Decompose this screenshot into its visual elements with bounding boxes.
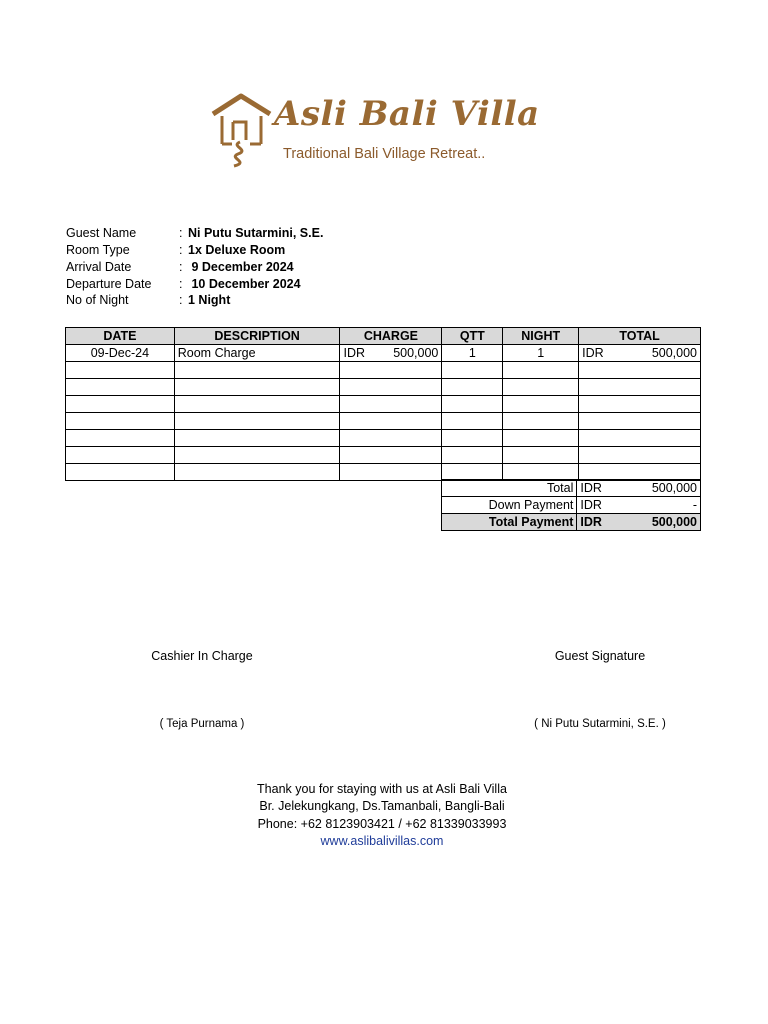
departure-date-value: 10 December 2024 bbox=[188, 277, 301, 291]
empty-cell bbox=[503, 447, 579, 464]
empty-cell bbox=[174, 396, 340, 413]
item-total bbox=[579, 345, 701, 362]
empty-cell bbox=[174, 464, 340, 481]
down-payment-label: Down Payment bbox=[442, 497, 577, 514]
empty-cell bbox=[579, 413, 701, 430]
total-payment-value: 500,000 bbox=[651, 515, 697, 529]
empty-cell bbox=[503, 430, 579, 447]
guest-signature-title: Guest Signature bbox=[554, 649, 646, 663]
thank-you-text: Thank you for staying with us at Asli Bali Villa bbox=[257, 782, 507, 796]
info-colon: : bbox=[179, 226, 183, 240]
empty-cell bbox=[340, 464, 442, 481]
address-text: Br. Jelekungkang, Ds.Tamanbali, Bangli-Bali bbox=[259, 799, 505, 814]
empty-table-row bbox=[66, 413, 701, 430]
down-payment-amount bbox=[577, 497, 701, 514]
charge-value: 500,000 bbox=[393, 346, 439, 360]
info-label: Guest Name bbox=[66, 226, 137, 240]
empty-cell bbox=[442, 430, 503, 447]
empty-cell bbox=[340, 379, 442, 396]
arrival-date-value: 9 December 2024 bbox=[188, 260, 294, 274]
empty-cell bbox=[340, 396, 442, 413]
summary-total-row bbox=[442, 480, 701, 497]
currency-label: IDR bbox=[582, 346, 604, 360]
empty-cell bbox=[174, 413, 340, 430]
column-header-qtt: QTT bbox=[442, 328, 503, 345]
phone-text: Phone: +62 8123903421 / +62 81339033993 bbox=[257, 816, 507, 831]
empty-table-row bbox=[66, 464, 701, 481]
empty-cell bbox=[66, 379, 175, 396]
website-link[interactable]: www.aslibalivillas.com bbox=[320, 833, 444, 848]
empty-cell bbox=[503, 464, 579, 481]
cashier-name: ( Teja Purnama ) bbox=[159, 718, 245, 730]
column-header-charge: CHARGE bbox=[340, 328, 442, 345]
empty-cell bbox=[579, 379, 701, 396]
empty-cell bbox=[503, 396, 579, 413]
summary-total-label: Total bbox=[442, 480, 577, 497]
empty-cell bbox=[579, 430, 701, 447]
logo-title: Asli Bali Villa bbox=[274, 94, 540, 134]
empty-cell bbox=[442, 396, 503, 413]
empty-table-row bbox=[66, 396, 701, 413]
empty-cell bbox=[442, 362, 503, 379]
summary-total-payment-row bbox=[442, 514, 701, 531]
nights-value: 1 Night bbox=[188, 293, 231, 307]
info-label: No of Night bbox=[66, 293, 129, 307]
empty-cell bbox=[340, 430, 442, 447]
info-colon: : bbox=[179, 243, 183, 257]
column-header-night: NIGHT bbox=[503, 328, 579, 345]
empty-cell bbox=[66, 396, 175, 413]
empty-table-row bbox=[66, 430, 701, 447]
empty-cell bbox=[66, 362, 175, 379]
item-qtt: 1 bbox=[442, 345, 503, 362]
empty-cell bbox=[340, 413, 442, 430]
item-date: 09-Dec-24 bbox=[66, 345, 175, 362]
empty-cell bbox=[579, 362, 701, 379]
empty-cell bbox=[174, 379, 340, 396]
column-header-description: DESCRIPTION bbox=[174, 328, 340, 345]
empty-cell bbox=[442, 413, 503, 430]
empty-cell bbox=[579, 396, 701, 413]
column-header-total: TOTAL bbox=[579, 328, 701, 345]
house-logo-icon bbox=[210, 92, 272, 170]
info-label: Arrival Date bbox=[66, 260, 132, 274]
invoice-items-table bbox=[65, 327, 701, 481]
info-colon: : bbox=[179, 260, 183, 274]
footer bbox=[200, 781, 564, 850]
empty-cell bbox=[66, 447, 175, 464]
empty-cell bbox=[503, 362, 579, 379]
empty-cell bbox=[66, 413, 175, 430]
summary-total-value: 500,000 bbox=[651, 481, 697, 495]
empty-cell bbox=[174, 430, 340, 447]
currency-label: IDR bbox=[580, 481, 602, 495]
empty-table-row bbox=[66, 379, 701, 396]
payment-summary-table bbox=[441, 479, 701, 531]
cashier-title: Cashier In Charge bbox=[151, 649, 253, 663]
table-row bbox=[66, 345, 701, 362]
summary-down-payment-row bbox=[442, 497, 701, 514]
item-night: 1 bbox=[503, 345, 579, 362]
empty-table-row bbox=[66, 362, 701, 379]
logo-tagline: Traditional Bali Village Retreat.. bbox=[283, 146, 486, 162]
item-charge bbox=[340, 345, 442, 362]
empty-cell bbox=[66, 430, 175, 447]
total-payment-amount bbox=[577, 514, 701, 531]
guest-signature-name: ( Ni Putu Sutarmini, S.E. ) bbox=[534, 718, 666, 730]
empty-cell bbox=[174, 447, 340, 464]
empty-cell bbox=[340, 362, 442, 379]
guest-name-value: Ni Putu Sutarmini, S.E. bbox=[188, 226, 324, 240]
empty-cell bbox=[174, 362, 340, 379]
currency-label: IDR bbox=[343, 346, 366, 360]
empty-cell bbox=[442, 464, 503, 481]
empty-cell bbox=[442, 379, 503, 396]
info-label: Departure Date bbox=[66, 277, 152, 291]
table-header-row bbox=[66, 328, 701, 345]
total-value: 500,000 bbox=[651, 346, 697, 360]
down-payment-value: - bbox=[692, 498, 697, 512]
empty-table-row bbox=[66, 447, 701, 464]
empty-cell bbox=[579, 464, 701, 481]
item-description: Room Charge bbox=[174, 345, 340, 362]
currency-label: IDR bbox=[580, 515, 602, 529]
empty-cell bbox=[503, 413, 579, 430]
total-payment-label: Total Payment bbox=[442, 514, 577, 531]
info-label: Room Type bbox=[66, 243, 130, 257]
info-colon: : bbox=[179, 293, 183, 307]
empty-cell bbox=[66, 464, 175, 481]
empty-cell bbox=[579, 447, 701, 464]
empty-cell bbox=[503, 379, 579, 396]
currency-label: IDR bbox=[580, 498, 602, 512]
brand-logo bbox=[210, 92, 540, 170]
info-colon: : bbox=[179, 277, 183, 291]
summary-total-amount bbox=[577, 480, 701, 497]
column-header-date: DATE bbox=[66, 328, 175, 345]
empty-cell bbox=[340, 447, 442, 464]
empty-cell bbox=[442, 447, 503, 464]
room-type-value: 1x Deluxe Room bbox=[188, 243, 286, 257]
